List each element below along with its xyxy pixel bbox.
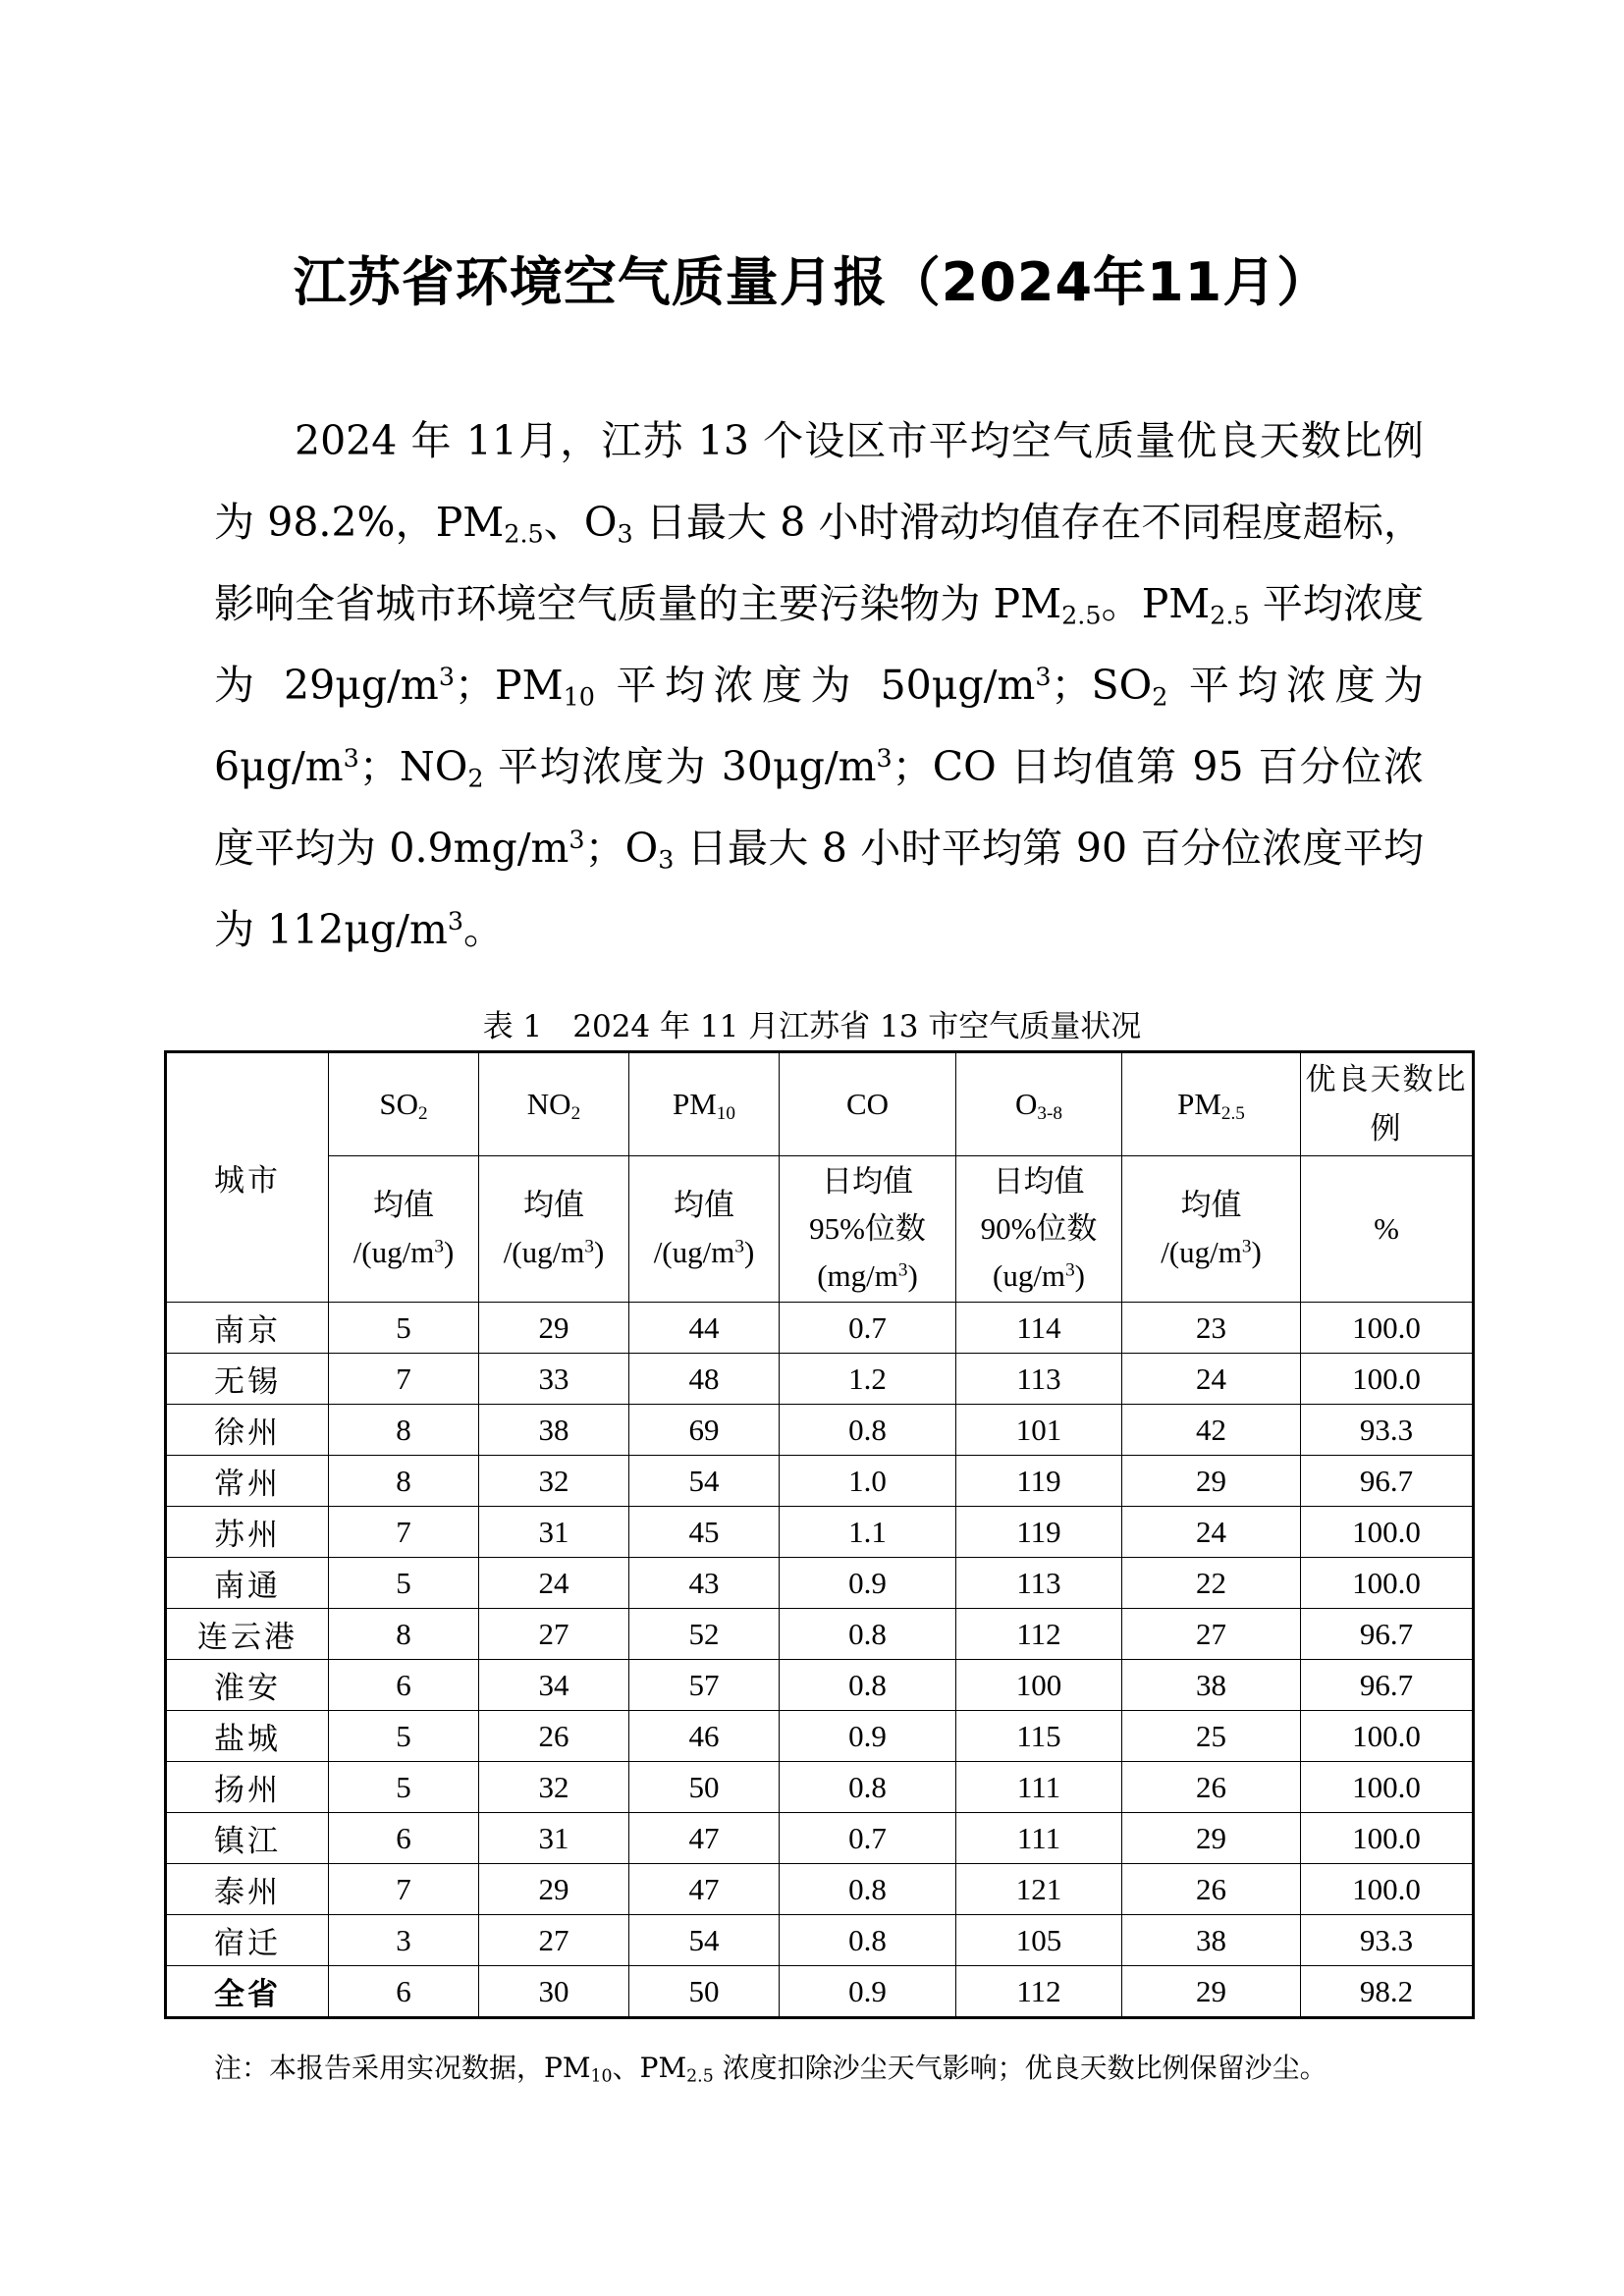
ratio-header: 优良天数比例: [1301, 1052, 1474, 1156]
cell-co: 0.7: [780, 1303, 956, 1354]
cell-co: 1.0: [780, 1456, 956, 1507]
cell-o3: 105: [956, 1915, 1122, 1966]
cell-ratio: 96.7: [1301, 1660, 1474, 1711]
cell-city: 全省: [166, 1966, 329, 2018]
cell-city: 南通: [166, 1558, 329, 1609]
summary-paragraph: 2024 年 11月，江苏 13 个设区市平均空气质量优良天数比例为 98.2%，$PM_{2.5}$、$O_3$ 日最大 8 小时滑动均值存在不同程度超标，影响全省城市环境空气质量的主要污染物为 $PM_{2.5}$。$PM_{2.5}$ 平均浓度为 $29\mu g/m^3$；$PM_{10}$ 平均浓度为 $50\mu g/m^3$；$SO_2$ 平均浓度为 $6\mu g/m^3$；$NO_2$ 平均浓度为 $30\mu g/m^3$；CO 日均值第 95 百分位浓度平均为 $0.9mg/m^3$；$O_3$ 日最大 8 小时平均第 90 百分位浓度平均为 $112\mu g/m^3$。: [214, 417, 1425, 953]
table-row: [166, 1405, 1474, 1456]
table-row: [166, 1915, 1474, 1966]
table-row: [166, 1609, 1474, 1660]
cell-city: 徐州: [166, 1405, 329, 1456]
cell-pm10: 46: [629, 1711, 780, 1762]
o3-header: $O_{3-8}$: [956, 1052, 1122, 1156]
pm25-header: $PM_{2.5}$: [1122, 1052, 1301, 1156]
cell-so2: 3: [329, 1915, 479, 1966]
cell-city: 连云港: [166, 1609, 329, 1660]
cell-o3: 121: [956, 1864, 1122, 1915]
pm10-unit: 均值 $/(ug/m^3)$: [629, 1156, 780, 1303]
cell-ratio: 100.0: [1301, 1354, 1474, 1405]
cell-co: 0.8: [780, 1762, 956, 1813]
no2-unit: 均值 $/(ug/m^3)$: [479, 1156, 629, 1303]
cell-pm10: 47: [629, 1813, 780, 1864]
cell-pm25: 29: [1122, 1966, 1301, 2018]
cell-co: 1.2: [780, 1354, 956, 1405]
table-row: [166, 1813, 1474, 1864]
air-quality-table: [164, 1050, 1475, 2019]
no2-header: $NO_2$: [479, 1052, 629, 1156]
cell-pm10: 54: [629, 1915, 780, 1966]
page-title: 江苏省环境空气质量月报（2024年11月）: [293, 251, 1331, 313]
cell-ratio: 93.3: [1301, 1915, 1474, 1966]
cell-pm10: 47: [629, 1864, 780, 1915]
cell-co: 0.9: [780, 1558, 956, 1609]
cell-city: 淮安: [166, 1660, 329, 1711]
table-caption: 表 1 2024 年 11 月江苏省 13 市空气质量状况: [482, 1009, 1142, 1044]
cell-pm25: 27: [1122, 1609, 1301, 1660]
cell-pm10: 45: [629, 1507, 780, 1558]
cell-pm10: 52: [629, 1609, 780, 1660]
cell-pm10: 44: [629, 1303, 780, 1354]
cell-so2: 8: [329, 1609, 479, 1660]
cell-o3: 113: [956, 1354, 1122, 1405]
cell-no2: 34: [479, 1660, 629, 1711]
cell-ratio: 98.2: [1301, 1966, 1474, 2018]
cell-ratio: 96.7: [1301, 1456, 1474, 1507]
table-row: [166, 1558, 1474, 1609]
cell-so2: 5: [329, 1558, 479, 1609]
cell-co: 0.8: [780, 1609, 956, 1660]
cell-co: 1.1: [780, 1507, 956, 1558]
cell-ratio: 100.0: [1301, 1762, 1474, 1813]
cell-city: 苏州: [166, 1507, 329, 1558]
cell-so2: 8: [329, 1456, 479, 1507]
cell-pm25: 24: [1122, 1354, 1301, 1405]
cell-pm10: 54: [629, 1456, 780, 1507]
cell-city: 泰州: [166, 1864, 329, 1915]
cell-ratio: 100.0: [1301, 1303, 1474, 1354]
cell-city: 镇江: [166, 1813, 329, 1864]
cell-no2: 27: [479, 1915, 629, 1966]
co-header: CO: [780, 1052, 956, 1156]
cell-o3: 101: [956, 1405, 1122, 1456]
cell-no2: 38: [479, 1405, 629, 1456]
table-row: [166, 1711, 1474, 1762]
cell-co: 0.8: [780, 1864, 956, 1915]
cell-ratio: 100.0: [1301, 1507, 1474, 1558]
cell-no2: 27: [479, 1609, 629, 1660]
cell-co: 0.8: [780, 1405, 956, 1456]
so2-header: $SO_2$: [329, 1052, 479, 1156]
cell-no2: 29: [479, 1303, 629, 1354]
cell-no2: 33: [479, 1354, 629, 1405]
cell-co: 0.9: [780, 1966, 956, 2018]
cell-pm10: 43: [629, 1558, 780, 1609]
cell-o3: 115: [956, 1711, 1122, 1762]
cell-pm10: 50: [629, 1966, 780, 2018]
cell-no2: 31: [479, 1813, 629, 1864]
cell-no2: 32: [479, 1456, 629, 1507]
cell-no2: 32: [479, 1762, 629, 1813]
table-row: [166, 1762, 1474, 1813]
cell-pm25: 23: [1122, 1303, 1301, 1354]
cell-city: 宿迁: [166, 1915, 329, 1966]
cell-so2: 7: [329, 1864, 479, 1915]
table-row: [166, 1303, 1474, 1354]
cell-so2: 5: [329, 1762, 479, 1813]
cell-no2: 26: [479, 1711, 629, 1762]
cell-city: 扬州: [166, 1762, 329, 1813]
cell-pm10: 69: [629, 1405, 780, 1456]
co-unit: 日均值 95%位数 $(mg/m^3)$: [780, 1156, 956, 1303]
pm10-header: $PM_{10}$: [629, 1052, 780, 1156]
cell-so2: 7: [329, 1507, 479, 1558]
city-header: 城市: [166, 1052, 329, 1303]
so2-unit: 均值 $/(ug/m^3)$: [329, 1156, 479, 1303]
cell-so2: 6: [329, 1813, 479, 1864]
cell-city: 无锡: [166, 1354, 329, 1405]
cell-ratio: 96.7: [1301, 1609, 1474, 1660]
cell-pm25: 25: [1122, 1711, 1301, 1762]
cell-ratio: 100.0: [1301, 1711, 1474, 1762]
cell-city: 常州: [166, 1456, 329, 1507]
cell-so2: 6: [329, 1660, 479, 1711]
cell-no2: 24: [479, 1558, 629, 1609]
cell-o3: 119: [956, 1507, 1122, 1558]
table-row: [166, 1660, 1474, 1711]
cell-o3: 111: [956, 1813, 1122, 1864]
cell-pm10: 48: [629, 1354, 780, 1405]
cell-city: 南京: [166, 1303, 329, 1354]
cell-pm25: 26: [1122, 1864, 1301, 1915]
table-row: [166, 1354, 1474, 1405]
cell-o3: 112: [956, 1609, 1122, 1660]
cell-o3: 119: [956, 1456, 1122, 1507]
cell-ratio: 100.0: [1301, 1864, 1474, 1915]
cell-o3: 100: [956, 1660, 1122, 1711]
cell-co: 0.9: [780, 1711, 956, 1762]
cell-so2: 6: [329, 1966, 479, 2018]
cell-o3: 114: [956, 1303, 1122, 1354]
table-row: [166, 1456, 1474, 1507]
cell-pm10: 57: [629, 1660, 780, 1711]
cell-no2: 29: [479, 1864, 629, 1915]
cell-so2: 8: [329, 1405, 479, 1456]
cell-so2: 5: [329, 1711, 479, 1762]
cell-pm25: 38: [1122, 1915, 1301, 1966]
cell-ratio: 100.0: [1301, 1813, 1474, 1864]
cell-pm25: 29: [1122, 1456, 1301, 1507]
table-row: [166, 1864, 1474, 1915]
cell-o3: 113: [956, 1558, 1122, 1609]
cell-co: 0.7: [780, 1813, 956, 1864]
cell-pm25: 29: [1122, 1813, 1301, 1864]
cell-ratio: 93.3: [1301, 1405, 1474, 1456]
ratio-unit: %: [1301, 1156, 1474, 1303]
cell-o3: 111: [956, 1762, 1122, 1813]
cell-co: 0.8: [780, 1915, 956, 1966]
cell-pm25: 42: [1122, 1405, 1301, 1456]
cell-pm25: 26: [1122, 1762, 1301, 1813]
cell-co: 0.8: [780, 1660, 956, 1711]
cell-pm25: 22: [1122, 1558, 1301, 1609]
cell-o3: 112: [956, 1966, 1122, 2018]
cell-no2: 30: [479, 1966, 629, 2018]
cell-so2: 5: [329, 1303, 479, 1354]
cell-no2: 31: [479, 1507, 629, 1558]
cell-so2: 7: [329, 1354, 479, 1405]
cell-pm10: 50: [629, 1762, 780, 1813]
table-note: 注：本报告采用实况数据，$PM_{10}$、$PM_{2.5}$ 浓度扣除沙尘天气影响；优良天数比例保留沙尘。: [214, 2052, 1327, 2087]
o3-unit: 日均值 90%位数 $(ug/m^3)$: [956, 1156, 1122, 1303]
cell-ratio: 100.0: [1301, 1558, 1474, 1609]
pm25-unit: 均值 $/(ug/m^3)$: [1122, 1156, 1301, 1303]
cell-pm25: 24: [1122, 1507, 1301, 1558]
cell-city: 盐城: [166, 1711, 329, 1762]
table-row: [166, 1507, 1474, 1558]
table-row: [166, 1966, 1474, 2018]
cell-pm25: 38: [1122, 1660, 1301, 1711]
